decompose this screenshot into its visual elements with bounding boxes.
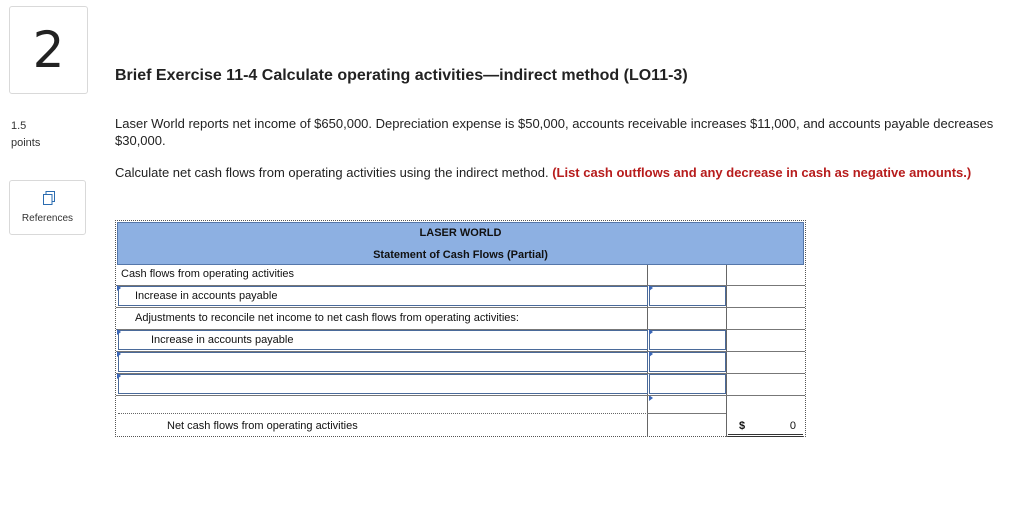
references-label: References [21,213,74,224]
points-value: 1.5 [11,120,27,132]
input-indicator [649,329,653,335]
references-button[interactable] [9,180,86,235]
exercise-instruction-block [115,164,995,181]
dropdown-indicator [117,351,121,357]
input-indicator [649,351,653,357]
exercise-title: Brief Exercise 11-4 Calculate operating activities—indirect method (LO11-3) [115,67,688,84]
line-item-3-input[interactable] [118,352,648,372]
line-item-3-amount[interactable] [649,352,726,372]
line-item-2-input[interactable] [118,330,648,350]
question-number: 2 [9,6,88,94]
dropdown-indicator [117,285,121,291]
points-label: points [11,137,41,149]
total-value: 0 [789,420,796,432]
line-item-4-input[interactable] [118,374,648,394]
instruction-note: (List cash outflows and any decrease in cash as negative amounts.) [552,165,972,180]
document-stack-icon [43,191,55,205]
total-currency: $ [739,420,746,432]
statement-title: Statement of Cash Flows (Partial) [373,249,548,261]
row-divider [116,395,805,396]
total-double-underline [728,434,803,437]
input-indicator [649,285,653,291]
subtotal-line [647,413,726,414]
cash-flow-statement [115,220,806,437]
line-item-1-input[interactable] [118,286,648,306]
exercise-instruction: Calculate net cash flows from operating activities using the indirect method. [115,165,549,180]
dropdown-indicator [117,329,121,335]
dropdown-indicator [117,373,121,379]
total-label: Net cash flows from operating activities [167,420,358,432]
line-item-1-amount[interactable] [649,286,726,306]
adjustments-label: Adjustments to reconcile net income to net cash flows from operating activities: [135,312,519,324]
exercise-description: Laser World reports net income of $650,000. Depreciation expense is $50,000, accounts receivable increases $11,000, and accounts payable decreases $30,000. [115,116,994,148]
statement-header [117,222,804,265]
line-item-2-amount[interactable] [649,330,726,350]
line-item-4-amount[interactable] [649,374,726,394]
subtotal-dotted-line [118,413,648,414]
company-name: LASER WORLD [419,227,502,239]
section-label: Cash flows from operating activities [121,268,295,280]
row-divider [116,307,805,308]
